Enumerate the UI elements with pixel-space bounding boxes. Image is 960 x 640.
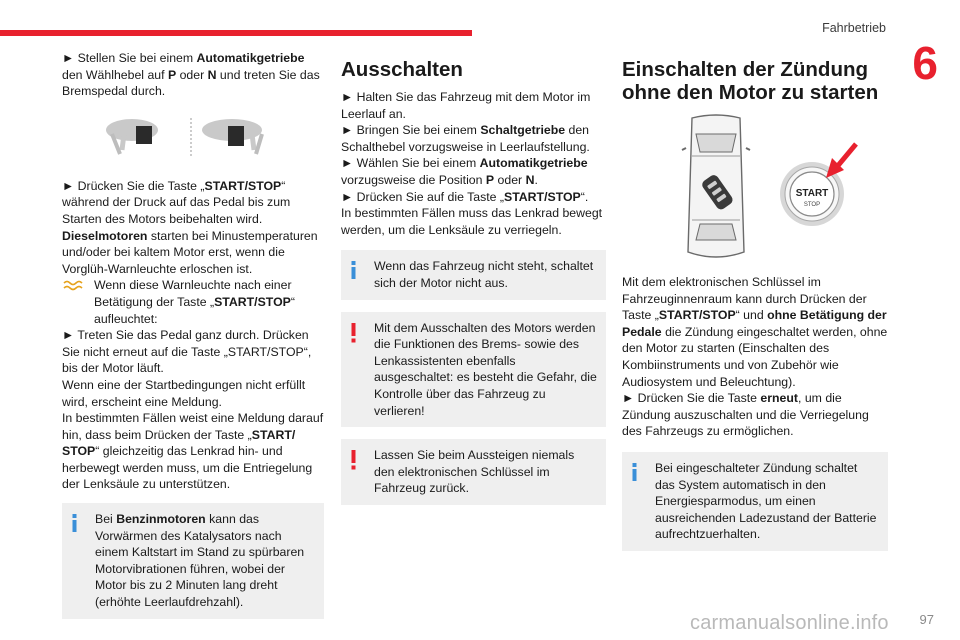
section-title: Fahrbetrieb <box>822 21 886 35</box>
press-arrow-icon <box>826 144 856 178</box>
stop-label: STOP <box>803 202 821 208</box>
paragraph: ► Bringen Sie bei einem Schaltgetriebe den Schalthebel vorzugsweise in Leerlaufstellung. <box>341 123 590 154</box>
info-text: Bei Benzinmotoren kann das Vorwärmen des Katalysators nach einem Kaltstart im Stand zu spürbaren Motorvibrationen führen, wobei der Motor bis zu 2 Minuten lang dreht (erhöhte Leerlaufdrehzahl). <box>95 512 305 610</box>
column-2 <box>341 50 606 505</box>
warning-box <box>341 312 606 428</box>
watermark: carmanualsonline.info <box>690 612 889 634</box>
warning-text: Lassen Sie beim Aussteigen niemals den elektronischen Schlüssel im Fahrzeug zurück. <box>374 448 575 496</box>
info-text: Wenn das Fahrzeug nicht steht, schaltet sich der Motor nicht aus. <box>374 259 594 290</box>
info-text: Bei eingeschalteter Zündung schaltet das System automatisch in den Energiesparmodus, um einen ausreichenden Ladezustand der Batterie aufrechtzuerhalten. <box>655 460 877 542</box>
paragraph: ► Drücken Sie die Taste erneut, um die Zündung auszuschalten und die Verriegelung des Fahrzeugs zu ermöglichen. <box>622 391 869 439</box>
paragraph: ► Wählen Sie bei einem Automatikgetriebe vorzugsweise die Position P oder N. <box>341 156 588 187</box>
section-heading: Ausschalten <box>341 58 463 81</box>
paragraph: Wenn diese Warnleuchte nach einer Betätigung der Taste „START/STOP“ aufleuchtet: <box>62 277 324 327</box>
warning-exclamation-icon <box>350 323 358 343</box>
paragraph: In bestimmten Fällen muss das Lenkrad bewegt werden, um die Lenksäule zu verriegeln. <box>341 206 603 237</box>
paragraph: In bestimmten Fällen weist eine Meldung darauf hin, dass beim Drücken der Taste „START/ STOP“ gleichzeitig das Lenkrad hin- und herbewegt werden muss, um die Entriegelung der Lenksäule zu unterstützen. <box>62 411 324 492</box>
warning-box <box>341 439 606 505</box>
info-box <box>622 452 888 551</box>
warning-exclamation-icon <box>350 450 358 470</box>
pedal-illustration <box>62 112 324 164</box>
chapter-number: 6 <box>912 37 938 89</box>
paragraph: Mit dem elektronischen Schlüssel im Fahrzeuginnenraum kann durch Drücken der Taste „START/STOP“ und ohne Betätigung der Pedale die Zündung eingeschaltet werden, ohne den Motor zu starten (Einschalten des Kombiinstruments und von Zubehör wie Audiosystem und Beleuchtung). <box>622 275 888 389</box>
info-icon <box>350 261 358 279</box>
section-heading: Einschalten der Zündung ohne den Motor zu starten <box>622 58 879 104</box>
info-box <box>62 503 324 619</box>
paragraph: Dieselmotoren starten bei Minustemperaturen und/oder bei kaltem Motor erst, wenn die Vorglüh-Warnleuchte erloschen ist. <box>62 228 318 276</box>
page-number: 97 <box>919 612 934 627</box>
brake-pedal-icon <box>106 119 158 154</box>
info-box <box>341 250 606 299</box>
preheating-warning-lamp-icon <box>62 279 86 293</box>
start-label: START <box>795 188 829 199</box>
paragraph: ► Drücken Sie auf die Taste „START/STOP“. <box>341 189 589 204</box>
column-1 <box>62 50 324 619</box>
paragraph: ► Drücken Sie die Taste „START/STOP“ während der Druck auf das Pedal bis zum Starten des Motors beibehalten wird. <box>62 178 291 226</box>
paragraph: ► Halten Sie das Fahrzeug mit dem Motor im Leerlauf an. <box>341 90 591 121</box>
paragraph: Wenn eine der Startbedingungen nicht erfüllt wird, erscheint eine Meldung. <box>62 377 306 409</box>
paragraph: ► Stellen Sie bei einem Automatikgetriebe den Wählhebel auf P oder N und treten Sie das Bremspedal durch. <box>62 51 320 99</box>
paragraph: ► Treten Sie das Pedal ganz durch. Drücken Sie nicht erneut auf die Taste „START/STOP“, bis der Motor läuft. <box>62 328 312 376</box>
column-3 <box>622 50 888 551</box>
keyless-start-illustration <box>622 112 888 264</box>
info-icon <box>631 463 639 481</box>
brake-pedal-pressed-icon <box>202 119 262 154</box>
warning-text: Mit dem Ausschalten des Motors werden die Funktionen des Brems- sowie des Lenkassistenten ebenfalls ausgeschaltet: es besteht die Gefahr, die Kontrolle über das Fahrzeug zu verlieren! <box>374 320 597 418</box>
header-accent-bar <box>0 30 472 36</box>
info-icon <box>71 514 79 532</box>
